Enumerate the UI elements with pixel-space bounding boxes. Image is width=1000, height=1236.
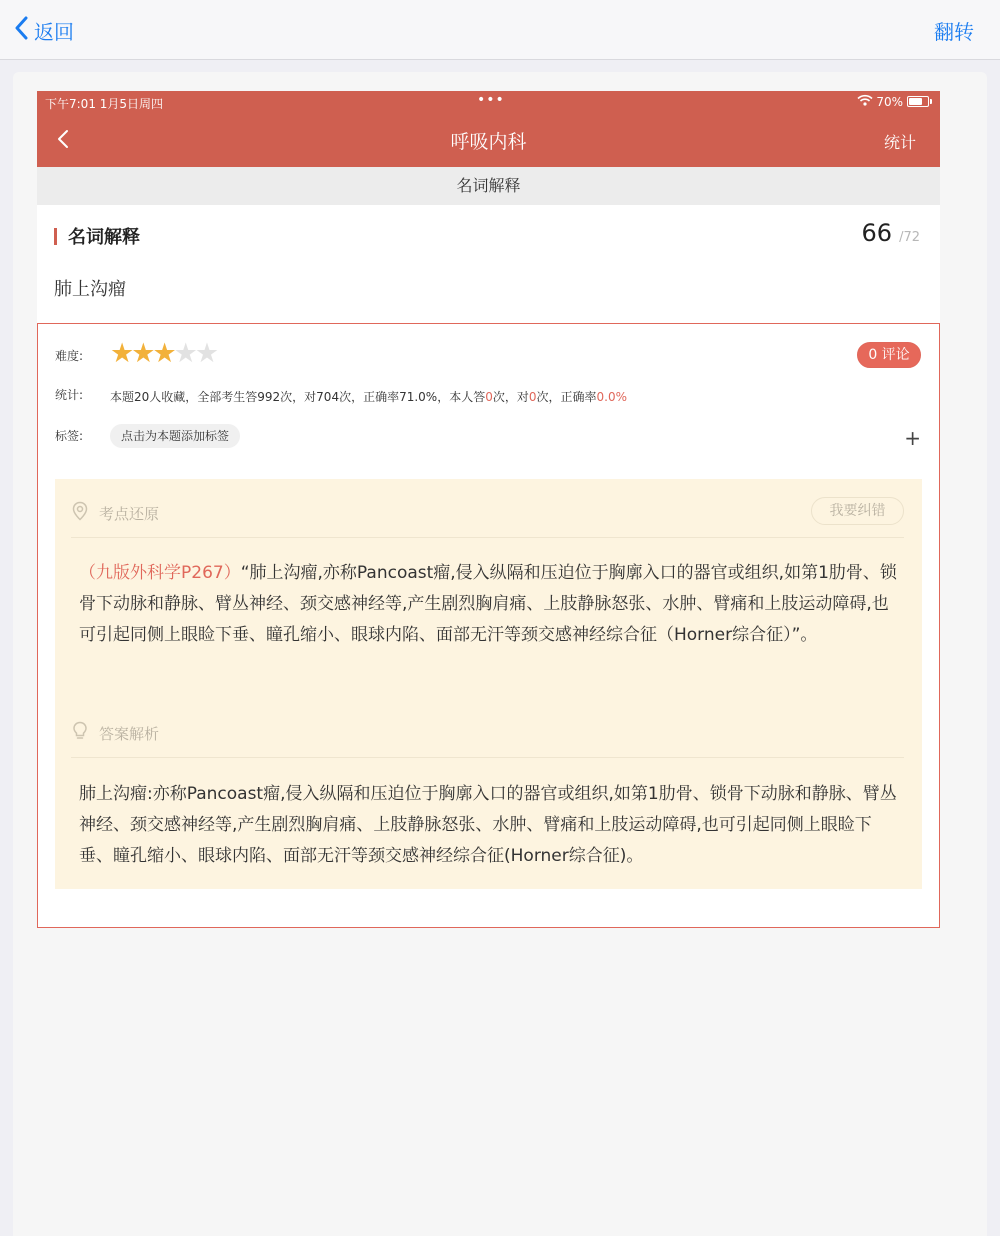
status-right bbox=[857, 94, 932, 109]
question-total: /72 bbox=[899, 230, 920, 245]
star-filled-icon: ★ bbox=[152, 338, 177, 369]
tags-label: 标签: bbox=[55, 429, 84, 443]
difficulty-stars bbox=[110, 338, 220, 369]
question-type bbox=[54, 223, 140, 249]
question-counter bbox=[862, 219, 920, 247]
stats-text-2: 次，对 bbox=[492, 390, 529, 404]
star-empty-icon: ★ bbox=[173, 338, 198, 369]
multitask-dots: ••• bbox=[477, 92, 505, 108]
exam-point-body: “肺上沟瘤,亦称Pancoast瘤,侵入纵隔和压迫位于胸廓入口的器官或组织,如第1肋骨、锁骨下动脉和静脉、臂丛神经、颈交感神经等,产生剧烈胸肩痛、上肢静脉怒张、水肿、臂痛和上肢运动障碍,也可引起同侧上眼睑下垂、瞳孔缩小、眼球内陷、面部无汗等颈交感神经综合征（Horner综合征）”。 bbox=[79, 563, 897, 645]
lightbulb-icon bbox=[71, 721, 99, 745]
wifi-icon bbox=[857, 94, 873, 109]
battery-percent: 70% bbox=[876, 94, 903, 109]
stats-own-answered: 0 bbox=[485, 390, 493, 404]
stats-own-correct: 0 bbox=[528, 390, 537, 404]
stats-text bbox=[110, 388, 627, 405]
exam-point-text bbox=[79, 558, 905, 651]
plus-icon[interactable]: + bbox=[904, 426, 921, 450]
source-reference: （九版外科学P267） bbox=[79, 563, 241, 583]
back-label: 返回 bbox=[34, 19, 74, 44]
app-title: 呼吸内科 bbox=[450, 131, 527, 153]
add-tag-pill[interactable]: 点击为本题添加标签 bbox=[110, 424, 240, 448]
comment-button[interactable]: 0 评论 bbox=[857, 342, 921, 368]
app-screenshot bbox=[37, 91, 940, 1236]
divider bbox=[71, 537, 904, 538]
star-filled-icon: ★ bbox=[110, 338, 135, 369]
back-button[interactable] bbox=[14, 14, 74, 46]
section-title: 名词解释 bbox=[37, 167, 940, 205]
top-navigation-bar bbox=[0, 0, 1000, 60]
exam-point-header bbox=[71, 501, 159, 525]
stats-button[interactable]: 统计 bbox=[883, 133, 916, 152]
accent-bar bbox=[54, 228, 57, 245]
stats-text-3: 次，正确率 bbox=[536, 390, 597, 404]
difficulty-label: 难度: bbox=[55, 349, 84, 363]
answer-analysis-header bbox=[71, 721, 159, 745]
answer-analysis-title: 答案解析 bbox=[99, 724, 160, 743]
question-current: 66 bbox=[861, 219, 893, 247]
flip-button[interactable]: 翻转 bbox=[934, 20, 974, 44]
stats-label: 统计: bbox=[55, 388, 84, 402]
question-card bbox=[37, 205, 940, 323]
app-header bbox=[37, 113, 940, 167]
divider bbox=[71, 757, 904, 758]
report-error-button[interactable]: 我要纠错 bbox=[811, 497, 904, 525]
question-type-label: 名词解释 bbox=[68, 227, 140, 248]
star-filled-icon: ★ bbox=[131, 338, 156, 369]
battery-icon bbox=[907, 96, 929, 107]
answer-panel bbox=[37, 323, 940, 928]
question-stem: 肺上沟瘤 bbox=[54, 279, 126, 300]
status-bar bbox=[37, 91, 940, 113]
status-time: 下午7:01 1月5日周四 bbox=[45, 97, 164, 111]
star-empty-icon: ★ bbox=[194, 338, 220, 369]
answer-analysis-text: 肺上沟瘤:亦称Pancoast瘤,侵入纵隔和压迫位于胸廓入口的器官或组织,如第1肋骨、锁骨下动脉和静脉、臂丛神经、颈交感神经等,产生剧烈胸肩痛、上肢静脉怒张、水肿、臂痛和上肢运动障碍,也可引起同侧上眼睑下垂、瞳孔缩小、眼球内陷、面部无汗等颈交感神经综合征(Horner综合征)。 bbox=[79, 784, 897, 866]
location-pin-icon bbox=[71, 501, 99, 525]
explanation-box bbox=[55, 479, 922, 889]
chevron-left-icon bbox=[14, 16, 34, 45]
stats-own-rate: 0.0% bbox=[596, 390, 628, 404]
stats-text-1: 本题20人收藏，全部考生答992次，对704次，正确率71.0%，本人答 bbox=[110, 390, 486, 404]
exam-point-title: 考点还原 bbox=[99, 504, 160, 523]
